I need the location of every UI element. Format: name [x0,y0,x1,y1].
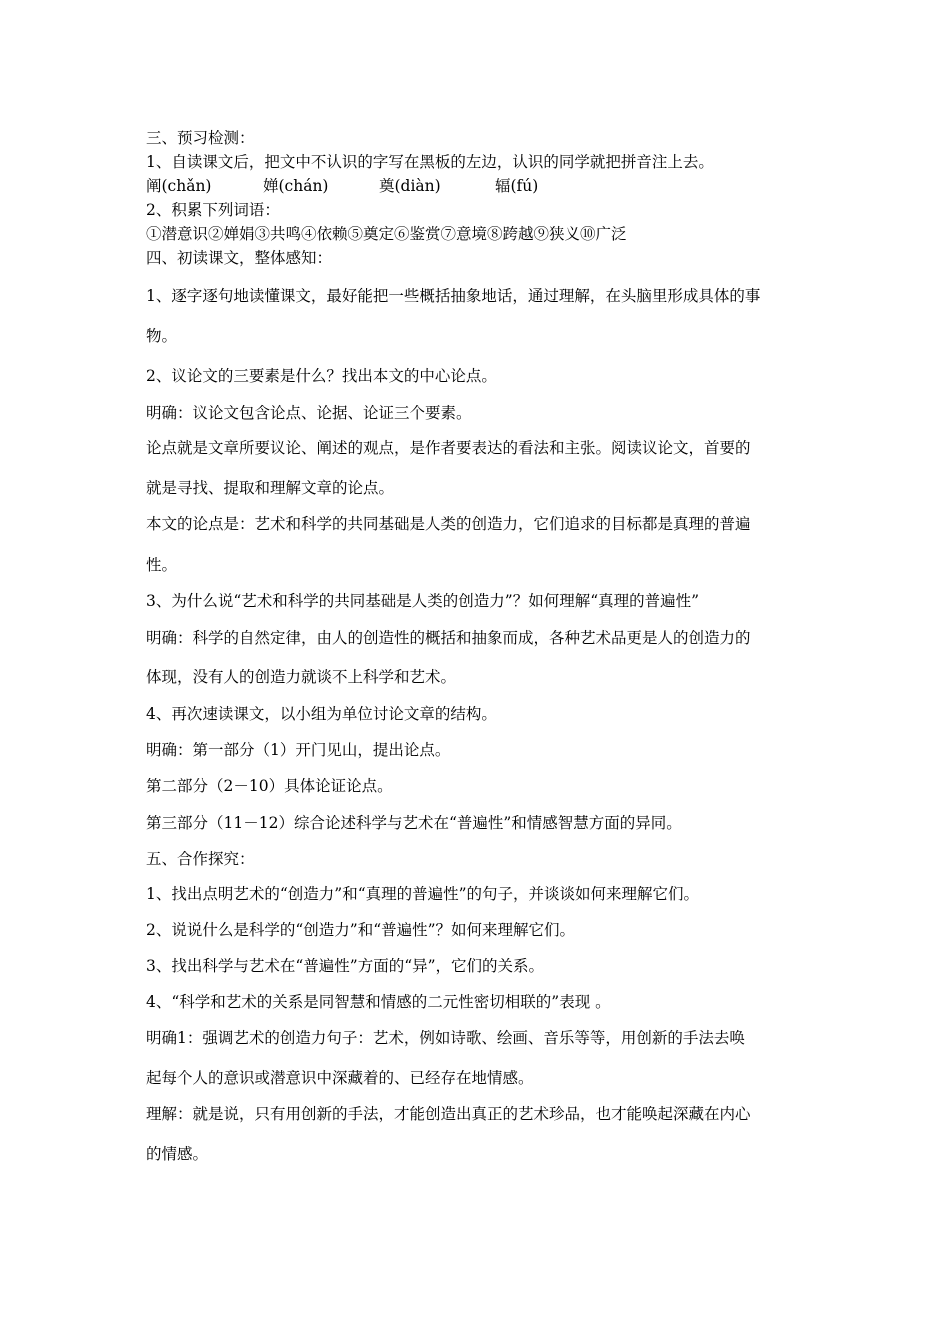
answer-1a: 明确1：强调艺术的创造力句子：艺术，例如诗歌、绘画、音乐等等，用创新的手法去唤 [146,1029,745,1047]
paragraph-8: 4、再次速读课文，以小组为单位讨论文章的结构。 [146,705,497,723]
question-1: 1、找出点明艺术的“创造力”和“真理的普遍性”的句子，并谈谈如何来理解它们。 [146,885,700,903]
paragraph-2: 2、议论文的三要素是什么？找出本文的中心论点。 [146,367,497,385]
paragraph-4a: 论点就是文章所要议论、阐述的观点，是作者要表达的看法和主张。阅读议论文，首要的 [146,439,751,457]
section-heading-preview-check: 三、预习检测： [146,129,255,147]
paragraph-5b: 性。 [146,556,178,574]
section-heading-first-reading: 四、初读课文，整体感知： [146,249,333,267]
paragraph-item1: 1、自读课文后，把文中不认识的字写在黑板的左边，认识的同学就把拼音注上去。 [146,153,714,171]
paragraph-7b: 体现，没有人的创造力就谈不上科学和艺术。 [146,668,457,686]
pinyin-fu: 辐(fú) [495,177,539,195]
question-3: 3、找出科学与艺术在“普遍性”方面的“异”，它们的关系。 [146,957,545,975]
paragraph-item2: 2、积累下列词语： [146,201,280,219]
paragraph-1a: 1、逐字逐句地读懂课文，最好能把一些概括抽象地话，通过理解，在头脑里形成具体的事 [146,287,761,305]
paragraph-10: 第二部分（2－10）具体论证论点。 [146,777,393,795]
question-2: 2、说说什么是科学的“创造力”和“普遍性”？如何来理解它们。 [146,921,576,939]
answer-1b: 起每个人的意识或潜意识中深藏着的、已经存在地情感。 [146,1069,534,1087]
understanding-1b: 的情感。 [146,1145,209,1163]
paragraph-7a: 明确：科学的自然定律，由人的创造性的概括和抽象而成，各种艺术品更是人的创造力的 [146,629,751,647]
paragraph-4b: 就是寻找、提取和理解文章的论点。 [146,479,395,497]
pinyin-chan2: 婵(chán) [263,177,329,195]
paragraph-11: 第三部分（11－12）综合论述科学与艺术在“普遍性”和情感智慧方面的异同。 [146,814,682,832]
vocabulary-list: ①潜意识②婵娟③共鸣④依赖⑤奠定⑥鉴赏⑦意境⑧跨越⑨狭义⑩广泛 [146,225,627,243]
paragraph-5a: 本文的论点是：艺术和科学的共同基础是人类的创造力，它们追求的目标都是真理的普遍 [146,515,751,533]
question-4: 4、“科学和艺术的关系是同智慧和情感的二元性密切相联的”表现 。 [146,993,611,1011]
pinyin-chan3: 阐(chǎn) [146,177,212,195]
pinyin-dian: 奠(diàn) [379,177,441,195]
paragraph-9: 明确：第一部分（1）开门见山，提出论点。 [146,741,451,759]
paragraph-6: 3、为什么说“艺术和科学的共同基础是人类的创造力”？如何理解“真理的普遍性” [146,592,700,610]
paragraph-1b: 物。 [146,327,178,345]
understanding-1a: 理解：就是说，只有用创新的手法，才能创造出真正的艺术珍品，也才能唤起深藏在内心 [146,1105,751,1123]
section-heading-cooperative-inquiry: 五、合作探究： [146,850,255,868]
paragraph-3: 明确：议论文包含论点、论据、论证三个要素。 [146,404,472,422]
